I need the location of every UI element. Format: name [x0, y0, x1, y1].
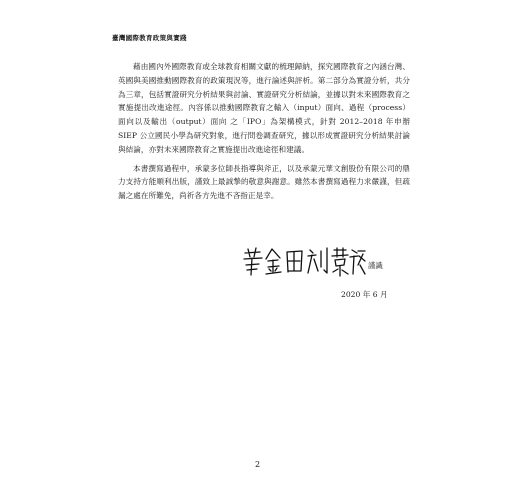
paragraph-2: 本書撰寫過程中，承蒙多位師長指導與斧正，以及承蒙元華文創股份有限公司的鼎力支持方能順利出版，謹致上最誠摯的敬意與謝意。雖然本書撰寫過程力求嚴謹，但疏漏之處在所難免，尚祈各方先進不吝指正是幸。 [118, 163, 410, 201]
signature-block [242, 245, 442, 277]
signature-role: 謹識 [368, 261, 383, 270]
date: 2020 年 6 月 [341, 290, 388, 299]
handwritten-signature [242, 245, 366, 279]
paragraph-1: 藉由國內外國際教育或全球教育相關文獻的梳理歸納，探究國際教育之內涵台灣、英國與美國推動國際教育的政策現況等，進行論述與評析。第二部分為實證分析，共分為三章，包括實證研究分析結果與討論、實證研究分析結論，並據以對未來國際教育之實施提出改進途徑。內容係以推動國際教育之輸入（input）面向、過程（process）面向以及輸出（output）面向 之「IPO」為架構模式，針對 2012–2018 年申辦 SIEP 公立國民小學為研究對象，進行問卷調查研究，據以形成實證研究分析結果討論與結論，亦對未來國際教育之實施提出改進途徑和建議。 [118, 62, 410, 154]
page-number: 2 [255, 460, 261, 469]
running-header: 臺灣國際教育政策與實踐 [112, 34, 187, 42]
preface-body [118, 60, 410, 203]
